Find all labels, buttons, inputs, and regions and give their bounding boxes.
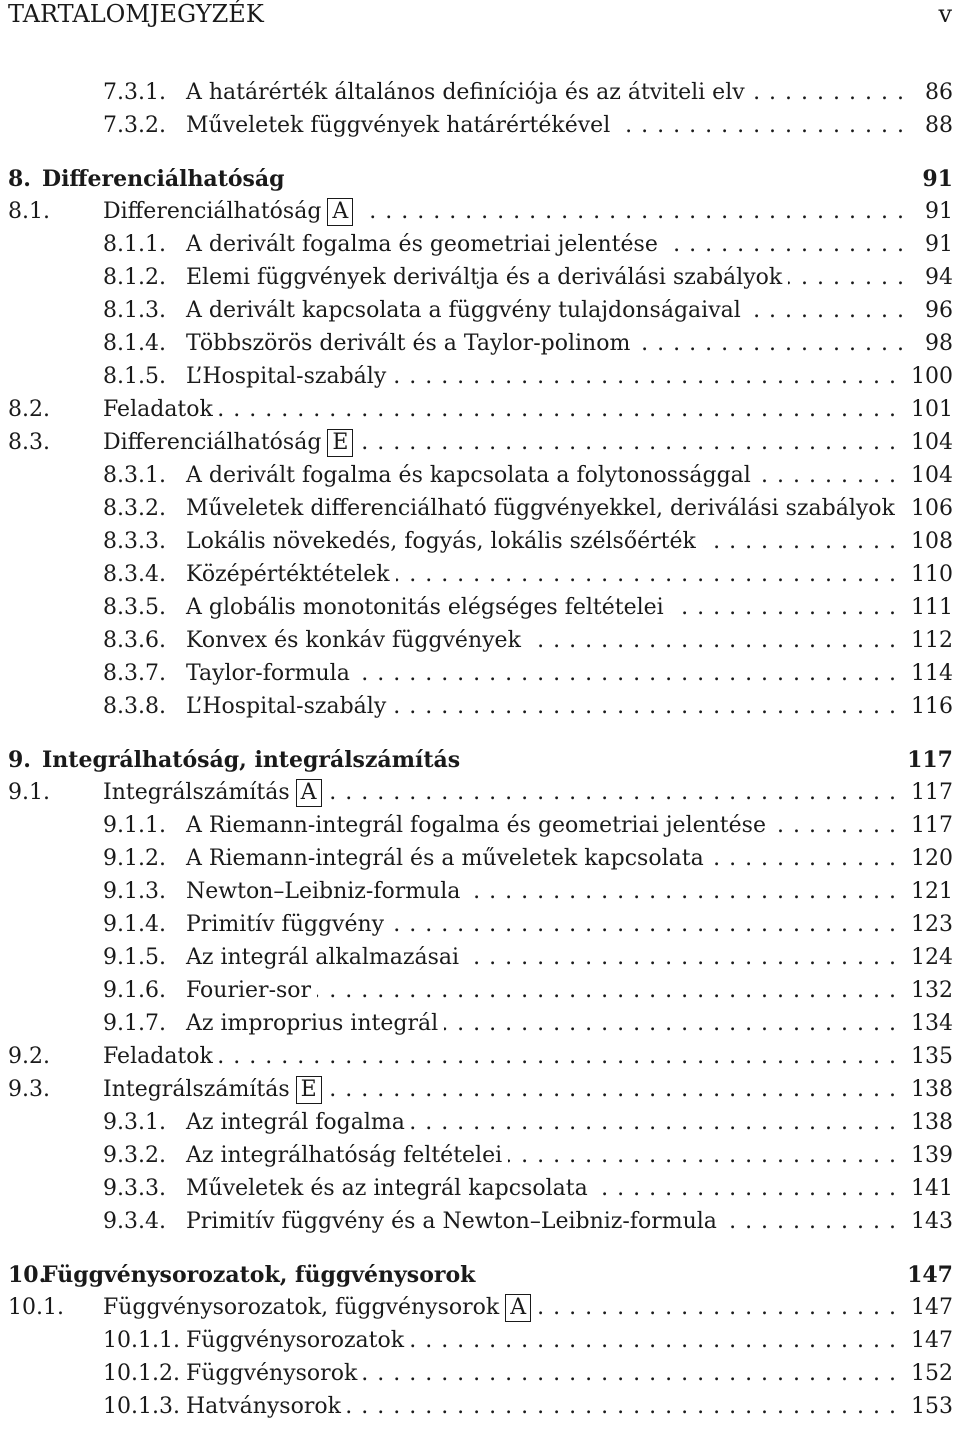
toc-entry-title	[186, 661, 356, 686]
toc-dot-leader	[359, 199, 913, 224]
toc-entry-number: 10.1.3.	[103, 1394, 180, 1419]
toc-entry-number: 8.1.	[8, 199, 50, 224]
toc-entry-number: 8.1.5.	[103, 364, 166, 389]
toc-entry-number: 9.1.4.	[103, 912, 166, 937]
toc-entry-title	[186, 463, 757, 488]
toc-entry-page: 117	[911, 780, 953, 805]
toc-entry-title-text: Függvénysorozatok	[186, 1328, 405, 1353]
toc-entry-title-text: Integrálhatóság, integrálszámítás	[42, 746, 461, 773]
toc-entry-number: 8.1.1.	[103, 232, 166, 257]
toc-entry-number: 8.3.7.	[103, 661, 166, 686]
toc-entry-page: 117	[911, 813, 953, 838]
toc-entry-title-text: Függvénysorozatok, függvénysorok	[42, 1261, 476, 1288]
toc-entry-title	[186, 1209, 723, 1234]
toc-subsection-entry[interactable]	[103, 1357, 953, 1390]
toc-section-entry[interactable]	[8, 776, 953, 809]
toc-dot-leader	[537, 1295, 905, 1320]
toc-subsection-entry[interactable]	[103, 558, 953, 591]
toc-entry-number: 8.1.3.	[103, 298, 166, 323]
toc-entry-page: 138	[911, 1077, 953, 1102]
toc-entry-title	[103, 198, 359, 226]
toc-entry-number: 7.3.1.	[103, 80, 166, 105]
toc-entry-title	[42, 166, 291, 192]
toc-entry-page: 91	[922, 165, 953, 192]
toc-entry-number: 8.	[8, 165, 31, 192]
toc-subsection-entry[interactable]	[103, 690, 953, 723]
toc-entry-title	[186, 529, 702, 554]
toc-entry-page: 120	[911, 846, 953, 871]
toc-entry-title-text: Műveletek és az integrál kapcsolata	[186, 1176, 588, 1201]
toc-entry-title	[186, 1394, 347, 1419]
toc-entry-title-text: Primitív függvény	[186, 912, 385, 937]
toc-entry-title-text: A globális monotonitás elégséges feltételei	[186, 595, 664, 620]
toc-subsection-entry[interactable]	[103, 1324, 953, 1357]
toc-entry-number: 8.3.8.	[103, 694, 166, 719]
toc-entry-title-text: Differenciálhatóság	[103, 429, 322, 455]
toc-dot-leader	[219, 397, 905, 422]
toc-entry-title	[186, 978, 317, 1003]
toc-entry-title	[186, 1328, 410, 1353]
toc-dot-leader	[594, 1176, 905, 1201]
running-header	[8, 0, 952, 32]
toc-entry-number: 9.1.1.	[103, 813, 166, 838]
toc-entry-number: 8.3.4.	[103, 562, 166, 587]
toc-entry-number: 8.3.3.	[103, 529, 166, 554]
toc-entry-page: 98	[925, 331, 953, 356]
toc-entry-number: 9.1.2.	[103, 846, 166, 871]
toc-entry-title	[186, 364, 392, 389]
toc-entry-number: 9.1.5.	[103, 945, 166, 970]
toc-entry-title	[186, 80, 751, 105]
toc-dot-leader	[788, 265, 913, 290]
toc-entry-title-text: Feladatok	[103, 1044, 213, 1069]
toc-entry-page: 101	[911, 397, 953, 422]
toc-subsection-entry[interactable]	[103, 76, 953, 109]
toc-entry-page: 147	[907, 1261, 953, 1288]
toc-entry-number: 8.1.4.	[103, 331, 166, 356]
toc-entry-number: 9.3.3.	[103, 1176, 166, 1201]
toc-subsection-entry[interactable]	[103, 875, 953, 908]
toc-entry-page: 91	[925, 232, 953, 257]
toc-entry-title	[103, 1294, 537, 1322]
toc-entry-page: 104	[911, 463, 953, 488]
toc-section-entry[interactable]	[8, 426, 953, 459]
toc-entry-page: 147	[911, 1295, 953, 1320]
toc-entry-title	[186, 945, 465, 970]
toc-entry-title-text: Taylor-formula	[186, 661, 350, 686]
toc-entry-number: 7.3.2.	[103, 113, 166, 138]
toc-section-entry[interactable]	[8, 1073, 953, 1106]
toc-dot-leader	[410, 1328, 905, 1353]
toc-dot-leader	[444, 1011, 905, 1036]
toc-entry-title	[186, 113, 616, 138]
toc-entry-number: 10.	[8, 1261, 47, 1288]
toc-entry-level-box: E	[296, 1076, 322, 1104]
toc-entry-number: 10.1.2.	[103, 1361, 180, 1386]
toc-entry-title-text: Elemi függvények deriváltja és a deriválási szabályok	[186, 265, 783, 290]
toc-dot-leader	[356, 661, 905, 686]
toc-dot-leader	[328, 1077, 905, 1102]
toc-entry-title-text: L’Hospital-szabály	[186, 694, 387, 719]
toc-subsection-entry[interactable]	[103, 941, 953, 974]
toc-dot-leader	[616, 113, 913, 138]
toc-entry-page: 111	[911, 595, 953, 620]
toc-entry-page: 121	[911, 879, 953, 904]
toc-section-entry[interactable]	[8, 1040, 953, 1073]
toc-section-entry[interactable]	[8, 1291, 953, 1324]
toc-entry-page: 124	[911, 945, 953, 970]
toc-entry-title	[186, 813, 772, 838]
toc-entry-title-text: Az improprius integrál	[186, 1011, 439, 1036]
toc-entry-page: 135	[911, 1044, 953, 1069]
toc-dot-leader	[359, 430, 905, 455]
toc-entry-title	[186, 1011, 444, 1036]
toc-entry-page: 147	[911, 1328, 953, 1353]
header-title: TARTALOMJEGYZÉK	[8, 0, 264, 28]
toc-entry-title-text: A határérték általános definíciója és az átviteli elv	[186, 80, 745, 105]
toc-entry-title	[186, 496, 901, 521]
toc-dot-leader	[392, 364, 905, 389]
toc-entry-number: 10.1.	[8, 1295, 64, 1320]
toc-entry-title-text: Az integrál alkalmazásai	[186, 945, 460, 970]
toc-subsection-entry[interactable]	[103, 261, 953, 294]
toc-subsection-entry[interactable]	[103, 294, 953, 327]
header-page-number: v	[938, 0, 952, 28]
toc-entry-level-box: E	[327, 429, 353, 457]
toc-entry-page: 114	[911, 661, 953, 686]
toc-entry-number: 8.3.	[8, 430, 50, 455]
toc-entry-page: 96	[925, 298, 953, 323]
toc-entry-title-text: Differenciálhatóság	[103, 198, 322, 224]
toc-entry-title-text: Integrálszámítás	[103, 1076, 290, 1102]
toc-entry-title	[186, 879, 466, 904]
toc-dot-leader	[757, 463, 905, 488]
toc-entry-page: 88	[925, 113, 953, 138]
toc-entry-page: 86	[925, 80, 953, 105]
toc-subsection-entry[interactable]	[103, 459, 953, 492]
toc-entry-page: 106	[911, 496, 953, 521]
toc-entry-number: 10.1.1.	[103, 1328, 180, 1353]
toc-subsection-entry[interactable]	[103, 624, 953, 657]
toc-entry-number: 9.3.	[8, 1077, 50, 1102]
toc-entry-number: 9.3.1.	[103, 1110, 166, 1135]
toc-entry-title	[186, 1143, 508, 1168]
toc-entry-page: 104	[911, 430, 953, 455]
toc-entry-title-text: Az integrál fogalma	[186, 1110, 405, 1135]
toc-dot-leader	[317, 978, 905, 1003]
toc-dot-leader	[396, 562, 905, 587]
toc-entry-page: 153	[911, 1394, 953, 1419]
toc-entry-title-text: Primitív függvény és a Newton–Leibniz-formula	[186, 1209, 717, 1234]
toc-entry-title	[103, 779, 328, 807]
toc-entry-number: 9.1.	[8, 780, 50, 805]
toc-entry-page: 117	[907, 746, 953, 773]
toc-chapter-entry[interactable]	[8, 162, 953, 195]
toc-entry-title	[42, 1262, 481, 1288]
toc-subsection-entry[interactable]	[103, 1007, 953, 1040]
toc-entry-number: 9.1.3.	[103, 879, 166, 904]
toc-entry-title-text: A derivált fogalma és kapcsolata a folytonossággal	[186, 463, 751, 488]
toc-entry-title	[186, 232, 664, 257]
toc-dot-leader	[702, 529, 905, 554]
toc-subsection-entry[interactable]	[103, 657, 953, 690]
toc-section-entry[interactable]	[8, 195, 953, 228]
toc-entry-title-text: Fourier-sor	[186, 978, 312, 1003]
toc-entry-page: 143	[911, 1209, 953, 1234]
toc-entry-page: 139	[911, 1143, 953, 1168]
toc-subsection-entry[interactable]	[103, 1390, 953, 1423]
toc-entry-title-text: A derivált fogalma és geometriai jelentése	[186, 232, 658, 257]
toc-dot-leader	[328, 780, 905, 805]
toc-entry-title-text: A Riemann-integrál és a műveletek kapcsolata	[186, 846, 704, 871]
toc-entry-title-text: A derivált kapcsolata a függvény tulajdonságaival	[186, 298, 741, 323]
toc-entry-title-text: Konvex és konkáv függvények	[186, 628, 521, 653]
toc-dot-leader	[411, 1110, 905, 1135]
toc-entry-page: 152	[911, 1361, 953, 1386]
toc-entry-title	[186, 1110, 411, 1135]
toc-subsection-entry[interactable]	[103, 525, 953, 558]
toc-dot-leader	[527, 628, 905, 653]
toc-entry-page: 138	[911, 1110, 953, 1135]
toc-dot-leader	[747, 298, 913, 323]
toc-subsection-entry[interactable]	[103, 974, 953, 1007]
toc-dot-leader	[465, 945, 905, 970]
toc-entry-number: 9.3.4.	[103, 1209, 166, 1234]
toc-entry-number: 8.3.2.	[103, 496, 166, 521]
toc-entry-number: 9.	[8, 746, 31, 773]
toc-entry-number: 9.1.7.	[103, 1011, 166, 1036]
toc-dot-leader	[710, 846, 905, 871]
toc-subsection-entry[interactable]	[103, 809, 953, 842]
toc-entry-title-text: Hatványsorok	[186, 1394, 341, 1419]
toc-entry-level-box: A	[327, 198, 353, 226]
toc-entry-title	[103, 1076, 328, 1104]
toc-subsection-entry[interactable]	[103, 1172, 953, 1205]
toc-subsection-entry[interactable]	[103, 109, 953, 142]
toc-subsection-entry[interactable]	[103, 908, 953, 941]
toc-subsection-entry[interactable]	[103, 360, 953, 393]
toc-entry-title	[186, 912, 390, 937]
toc-entry-page: 94	[925, 265, 953, 290]
toc-entry-page: 91	[925, 199, 953, 224]
toc-chapter-entry[interactable]	[8, 1258, 953, 1291]
toc-entry-title	[186, 298, 747, 323]
toc-dot-leader	[751, 80, 913, 105]
toc-entry-title-text: Műveletek függvények határértékével	[186, 113, 611, 138]
toc-entry-title-text: Lokális növekedés, fogyás, lokális szélsőérték	[186, 529, 696, 554]
toc-entry-number: 8.3.6.	[103, 628, 166, 653]
toc-subsection-entry[interactable]	[103, 1205, 953, 1238]
toc-entry-page: 132	[911, 978, 953, 1003]
toc-entry-number: 9.1.6.	[103, 978, 166, 1003]
toc-dot-leader	[392, 694, 905, 719]
toc-dot-leader	[772, 813, 905, 838]
toc-entry-title-text: Differenciálhatóság	[42, 165, 285, 192]
toc-entry-title	[186, 595, 670, 620]
toc-entry-title	[42, 747, 466, 773]
toc-dot-leader	[670, 595, 905, 620]
toc-entry-level-box: A	[505, 1294, 531, 1322]
toc-entry-number: 9.3.2.	[103, 1143, 166, 1168]
toc-entry-title	[186, 331, 636, 356]
toc-dot-leader	[347, 1394, 905, 1419]
toc-entry-title-text: L’Hospital-szabály	[186, 364, 387, 389]
toc-dot-leader	[466, 879, 905, 904]
toc-entry-page: 134	[911, 1011, 953, 1036]
toc-subsection-entry[interactable]	[103, 492, 953, 525]
toc-entry-title	[186, 1176, 594, 1201]
toc-entry-title-text: Feladatok	[103, 397, 213, 422]
toc-entry-number: 8.3.1.	[103, 463, 166, 488]
toc-entry-title	[186, 628, 527, 653]
toc-dot-leader	[723, 1209, 905, 1234]
toc-entry-title	[103, 1044, 219, 1069]
toc-entry-title	[103, 397, 219, 422]
toc-entry-number: 8.2.	[8, 397, 50, 422]
toc-entry-number: 8.3.5.	[103, 595, 166, 620]
toc-entry-page: 100	[911, 364, 953, 389]
toc-entry-level-box: A	[296, 779, 322, 807]
toc-subsection-entry[interactable]	[103, 327, 953, 360]
toc-entry-title	[186, 1361, 363, 1386]
toc-section-entry[interactable]	[8, 393, 953, 426]
toc-entry-title	[186, 694, 392, 719]
toc-entry-page: 123	[911, 912, 953, 937]
toc-entry-title-text: A Riemann-integrál fogalma és geometriai jelentése	[186, 813, 766, 838]
toc-dot-leader	[508, 1143, 905, 1168]
toc-entry-title-text: Műveletek differenciálható függvényekkel, deriválási szabályok	[186, 496, 895, 521]
toc-entry-title-text: Függvénysorok	[186, 1361, 358, 1386]
toc-subsection-entry[interactable]	[103, 842, 953, 875]
toc-dot-leader	[219, 1044, 905, 1069]
toc-entry-title-text: Többszörös derivált és a Taylor-polinom	[186, 331, 631, 356]
toc-entry-page: 116	[911, 694, 953, 719]
toc-dot-leader	[636, 331, 913, 356]
toc-entry-title-text: Integrálszámítás	[103, 779, 290, 805]
toc-entry-title	[103, 429, 359, 457]
toc-entry-title	[186, 265, 788, 290]
toc-dot-leader	[664, 232, 913, 257]
toc-entry-page: 108	[911, 529, 953, 554]
toc-entry-page: 141	[911, 1176, 953, 1201]
toc-subsection-entry[interactable]	[103, 228, 953, 261]
toc-entry-page: 110	[911, 562, 953, 587]
toc-entry-title-text: Newton–Leibniz-formula	[186, 879, 461, 904]
toc-dot-leader	[390, 912, 905, 937]
toc-entry-page: 112	[911, 628, 953, 653]
toc-entry-number: 9.2.	[8, 1044, 50, 1069]
toc-subsection-entry[interactable]	[103, 1139, 953, 1172]
toc-entry-title	[186, 846, 710, 871]
toc-entry-title-text: Függvénysorozatok, függvénysorok	[103, 1294, 500, 1320]
toc-dot-leader	[363, 1361, 905, 1386]
toc-entry-number: 8.1.2.	[103, 265, 166, 290]
toc-subsection-entry[interactable]	[103, 591, 953, 624]
toc-chapter-entry[interactable]	[8, 743, 953, 776]
toc-entry-title	[186, 562, 396, 587]
toc-entry-title-text: Az integrálhatóság feltételei	[186, 1143, 503, 1168]
toc-entry-title-text: Középértéktételek	[186, 562, 390, 587]
toc-subsection-entry[interactable]	[103, 1106, 953, 1139]
